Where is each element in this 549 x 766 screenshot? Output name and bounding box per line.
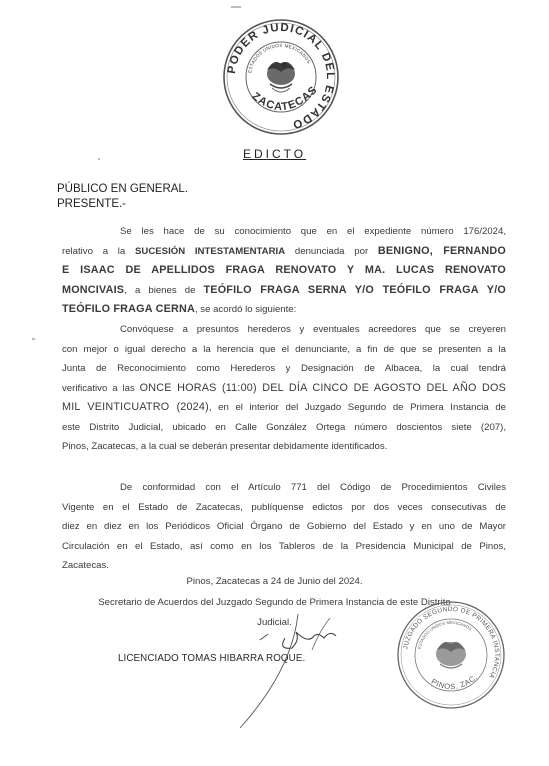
p2-line: Pinos, Zacatecas, a la cual se deberán presentar debidamente identificados. — [62, 441, 388, 452]
scan-speck — [231, 6, 241, 8]
scan-speck — [98, 158, 100, 160]
p3-line: Vigente en el Estado de Zacatecas, publíquense edictos por dos veces consecutivas de — [62, 501, 506, 513]
paragraph-3 — [62, 478, 506, 576]
signer-name: LICENCIADO TOMAS HIBARRA ROQUE. — [118, 653, 306, 664]
court-seal-bottom — [396, 600, 506, 710]
p2-line: Junta de Reconocimiento como Herederos y Designación de Albacea, la cual tendrá — [62, 363, 506, 374]
p2-line: este Distrito Judicial, ubicado en Calle González Ortega número doscientos siete (207), — [62, 421, 506, 433]
seal-bottom-inner-text: ESTADOS UNIDOS MEXICANOS — [416, 619, 473, 650]
p1-line: Se les hace de su conocimiento que en el expediente número 176/2024, — [120, 226, 506, 237]
handwritten-signature — [180, 610, 370, 730]
p2-line: MIL VEINTICUATRO (2024), en el interior del Juzgado Segundo de Primera Instancia de — [62, 401, 506, 413]
seal-top-bottom-text: ZACATECAS — [249, 83, 321, 114]
addressee-line1: PÚBLICO EN GENERAL. — [57, 183, 189, 195]
document-title: EDICTO — [242, 147, 307, 161]
eagle-emblem-icon — [436, 642, 466, 668]
p2-line: con mejor o igual derecho a la herencia que el denunciante, a fin de que se presenten a la — [62, 343, 506, 355]
seal-top-inner-text: ESTADOS UNIDOS MEXICANOS — [247, 42, 312, 74]
seal-top-ring-text: PODER JUDICIAL DEL ESTADO — [225, 21, 337, 131]
paragraph-1 — [62, 222, 506, 320]
p3-line: Zacatecas. — [62, 560, 109, 571]
p2-line: verificativo a las ONCE HORAS (11:00) DEL DÍA CINCO DE AGOSTO DEL AÑO DOS — [62, 381, 506, 394]
addressee-line2: PRESENTE.- — [57, 198, 127, 210]
scan-speck — [32, 338, 35, 340]
svg-text:PINOS, ZAC. — [430, 672, 479, 691]
eagle-emblem-icon — [267, 62, 295, 92]
p1-line: relativo a la SUCESIÓN INTESTAMENTARIA denunciada por BENIGNO, FERNANDO — [62, 244, 506, 257]
closing-date: Pinos, Zacatecas a 24 de Junio del 2024. — [186, 576, 363, 587]
seal-bottom-bottom-text: PINOS, ZAC. — [429, 672, 480, 692]
p3-line: Circulación en el Estado, así como en los Tableros de la Presidencia Municipal de Pinos, — [62, 540, 506, 552]
p1-line: TEÓFILO FRAGA CERNA, se acordó lo siguiente: — [62, 303, 297, 315]
seal-bottom-ring-text: JUZGADO SEGUNDO DE PRIMERA INSTANCIA — [402, 605, 501, 680]
paragraph-2 — [62, 320, 506, 457]
p1-line: MONCIVAIS, a bienes de TEÓFILO FRAGA SERNA Y/O TEÓFILO FRAGA Y/O — [62, 283, 506, 296]
p3-line: De conformidad con el Artículo 771 del Código de Procedimientos Civiles — [120, 482, 506, 493]
p3-line: diez en diez en los Periódicos Oficial Órgano de Gobierno del Estado y en uno de Mayor — [62, 521, 506, 532]
p2-line: Convóquese a presuntos herederos y eventuales acreedores que se creyeren — [120, 324, 506, 335]
court-seal-top — [222, 18, 340, 136]
closing-role-line1: Secretario de Acuerdos del Juzgado Segundo de Primera Instancia de este Distrito — [98, 597, 451, 608]
p1-line: E ISAAC DE APELLIDOS FRAGA RENOVATO Y MA. LUCAS RENOVATO — [62, 264, 506, 276]
closing-role-line2: Judicial. — [257, 617, 292, 628]
